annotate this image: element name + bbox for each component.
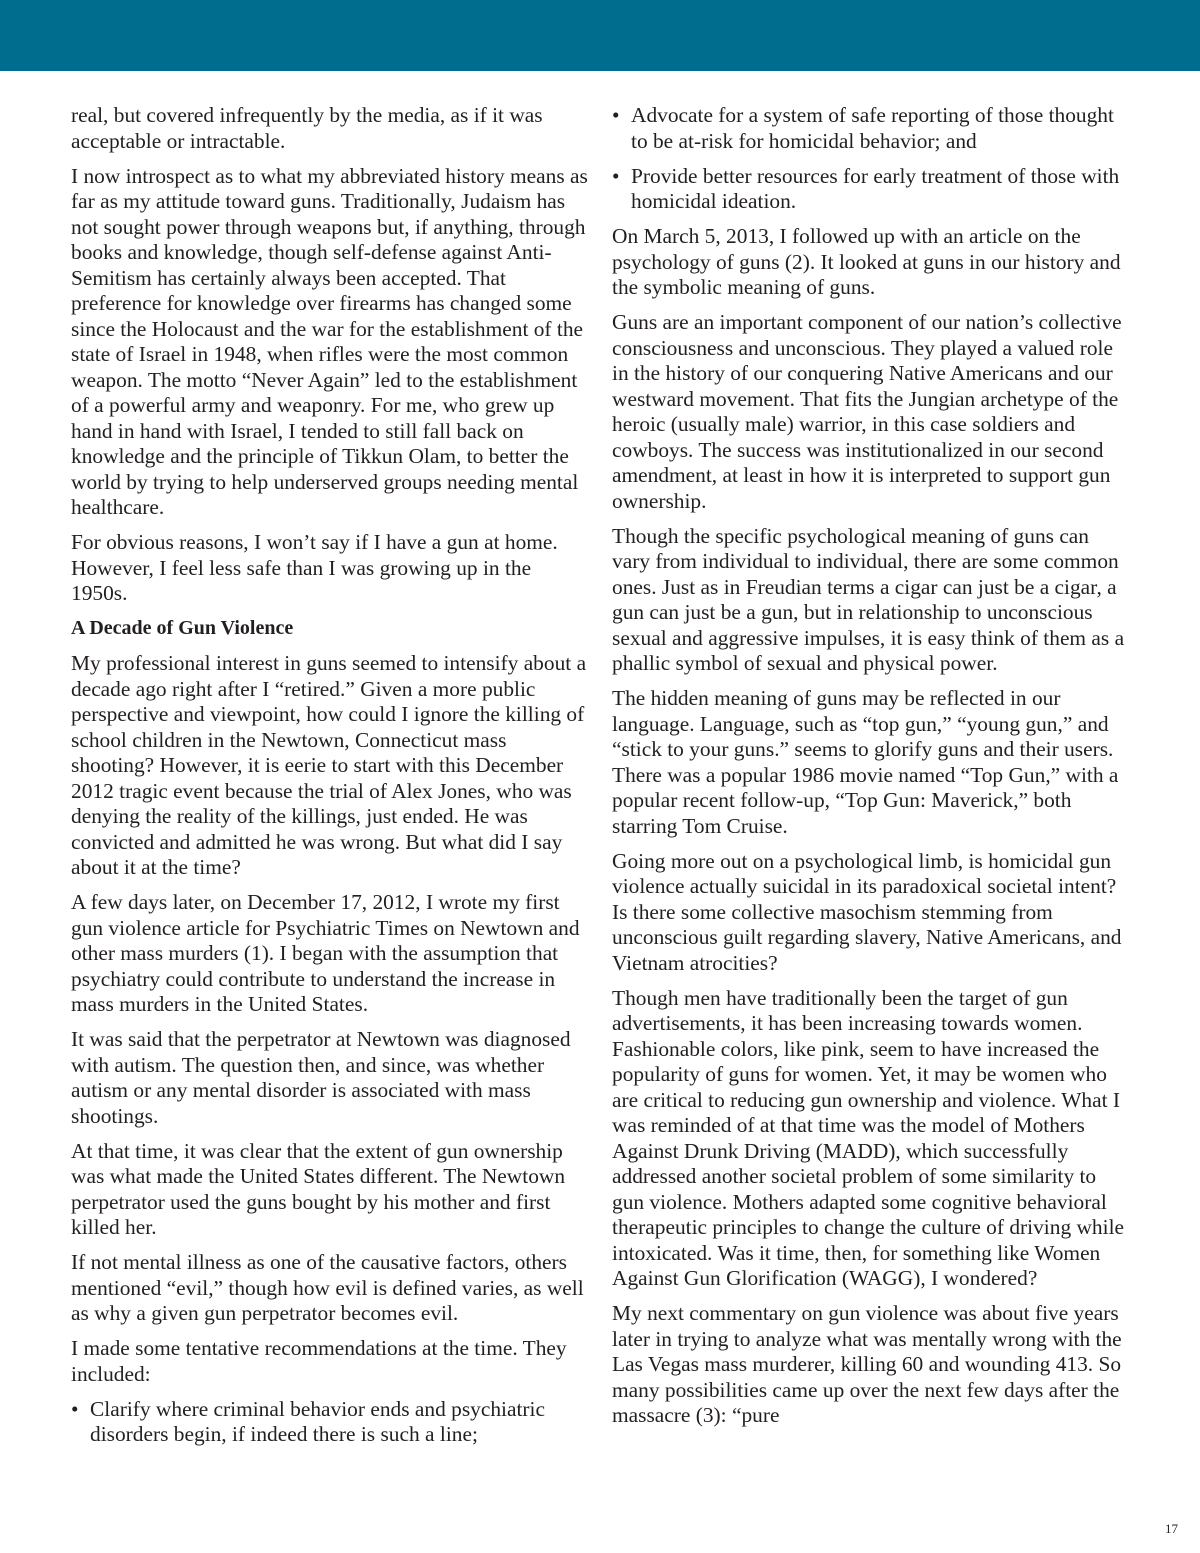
paragraph: It was said that the perpetrator at Newtown was diagnosed with autism. The question then, and since, was whether autism or any mental disorder is associated with mass shootings. <box>71 1027 571 1128</box>
paragraph: I made some tentative recommendations at the time. They included: <box>71 1336 567 1386</box>
recommendation-list-continued <box>612 103 1132 215</box>
list-item-text: Advocate for a system of safe reporting of those thought to be at-risk for homicidal behavior; and <box>631 103 1114 153</box>
paragraph: On March 5, 2013, I followed up with an article on the psychology of guns (2). It looked at guns in our history and the symbolic meaning of guns. <box>612 224 1121 299</box>
paragraph: The hidden meaning of guns may be reflected in our language. Language, such as “top gun,” “young gun,” and “stick to your guns.” seems to glorify guns and their users. There was a popular 1986 movie named “Top Gun,” with a popular recent follow-up, “Top Gun: Maverick,” both starring Tom Cruise. <box>612 686 1119 838</box>
paragraph: Though the specific psychological meaning of guns can vary from individual to individual, there are some common ones. Just as in Freudian terms a cigar can just be a cigar, a gun can just be a gun, but in relationship to unconscious sexual and aggressive impulses, it is easy think of them as a phallic symbol of sexual and physical power. <box>612 523 1125 675</box>
paragraph: For obvious reasons, I won’t say if I have a gun at home. However, I feel less safe than I was growing up in the 1950s. <box>71 530 558 605</box>
paragraph: Though men have traditionally been the target of gun advertisements, it has been increasing towards women. Fashionable colors, like pink, seem to have increased the popularity of guns for women. Yet, it may be women who are critical to reducing gun ownership and violence. What I was reminded of at that time was the model of Mothers Against Drunk Driving (MADD), which successfully addressed another societal problem of some similarity to gun violence. Mothers adapted some cognitive behavioral therapeutic principles to change the culture of driving while intoxicated. Was it time, then, for something like Women Against Gun Glorification (WAGG), I wondered? <box>612 985 1125 1290</box>
list-item <box>612 103 1132 154</box>
paragraph: A few days later, on December 17, 2012, I wrote my first gun violence article for Psychiatric Times on Newtown and other mass murders (1). I began with the assumption that psychiatry could contribute to understand the increase in mass murders in the United States. <box>71 890 580 1016</box>
bullet-icon: • <box>612 103 620 127</box>
list-item-text: Provide better resources for early treatment of those with homicidal ideation. <box>631 163 1120 213</box>
section-heading: A Decade of Gun Violence <box>71 617 294 639</box>
page-number: 17 <box>1165 1521 1178 1536</box>
bullet-icon: • <box>612 163 620 188</box>
right-column <box>612 103 1132 1438</box>
paragraph: real, but covered infrequently by the media, as if it was acceptable or intractable. <box>71 103 543 153</box>
bullet-icon: • <box>71 1396 79 1421</box>
paragraph: I now introspect as to what my abbreviated history means as far as my attitude toward guns. Traditionally, Judaism has not sought power through weapons but, if anything, through books and knowledge, though self-defense against Anti-Semitism has certainly always been accepted. That preference for knowledge over firearms has changed some since the Holocaust and the war for the establishment of the state of Israel in 1948, when rifles were the most common weapon. The motto “Never Again” led to the establishment of a powerful army and weaponry. For me, who grew up hand in hand with Israel, I tended to still fall back on knowledge and the principle of Tikkun Olam, to better the world by trying to help underserved groups needing mental healthcare. <box>71 163 588 519</box>
paragraph: My next commentary on gun violence was about five years later in trying to analyze what was mentally wrong with the Las Vegas mass murderer, killing 60 and wounding 413. So many possibilities came up over the next few days after the massacre (3): “pure <box>612 1301 1122 1427</box>
paragraph: If not mental illness as one of the causative factors, others mentioned “evil,” though how evil is defined varies, as well as why a given gun perpetrator becomes evil. <box>71 1250 584 1325</box>
list-item <box>71 1397 591 1448</box>
paragraph: At that time, it was clear that the extent of gun ownership was what made the United States different. The Newtown perpetrator used the guns bought by his mother and first killed her. <box>71 1138 566 1239</box>
paragraph: My professional interest in guns seemed to intensify about a decade ago right after I “retired.” Given a more public perspective and viewpoint, how could I ignore the killing of school children in the Newtown, Connecticut mass shooting? However, it is eerie to start with this December 2012 tragic event because the trial of Alex Jones, who was denying the reality of the killings, just ended. He was convicted and admitted he was wrong. But what did I say about it at the time? <box>71 651 587 879</box>
header-band <box>0 0 1200 71</box>
list-item <box>612 164 1132 215</box>
list-item-text: Clarify where criminal behavior ends and psychiatric disorders begin, if indeed there is such a line; <box>90 1396 545 1446</box>
left-column <box>71 103 591 1457</box>
paragraph: Guns are an important component of our nation’s collective consciousness and unconscious. They played a valued role in the history of our conquering Native Americans and our westward movement. That fits the Jungian archetype of the heroic (usually male) warrior, in this case soldiers and cowboys. The success was institutionalized in our second amendment, at least in how it is interpreted to support gun ownership. <box>612 310 1122 513</box>
paragraph: Going more out on a psychological limb, is homicidal gun violence actually suicidal in its paradoxical societal intent? Is there some collective masochism stemming from unconscious guilt regarding slavery, Native Americans, and Vietnam atrocities? <box>612 848 1122 975</box>
recommendation-list <box>71 1397 591 1448</box>
